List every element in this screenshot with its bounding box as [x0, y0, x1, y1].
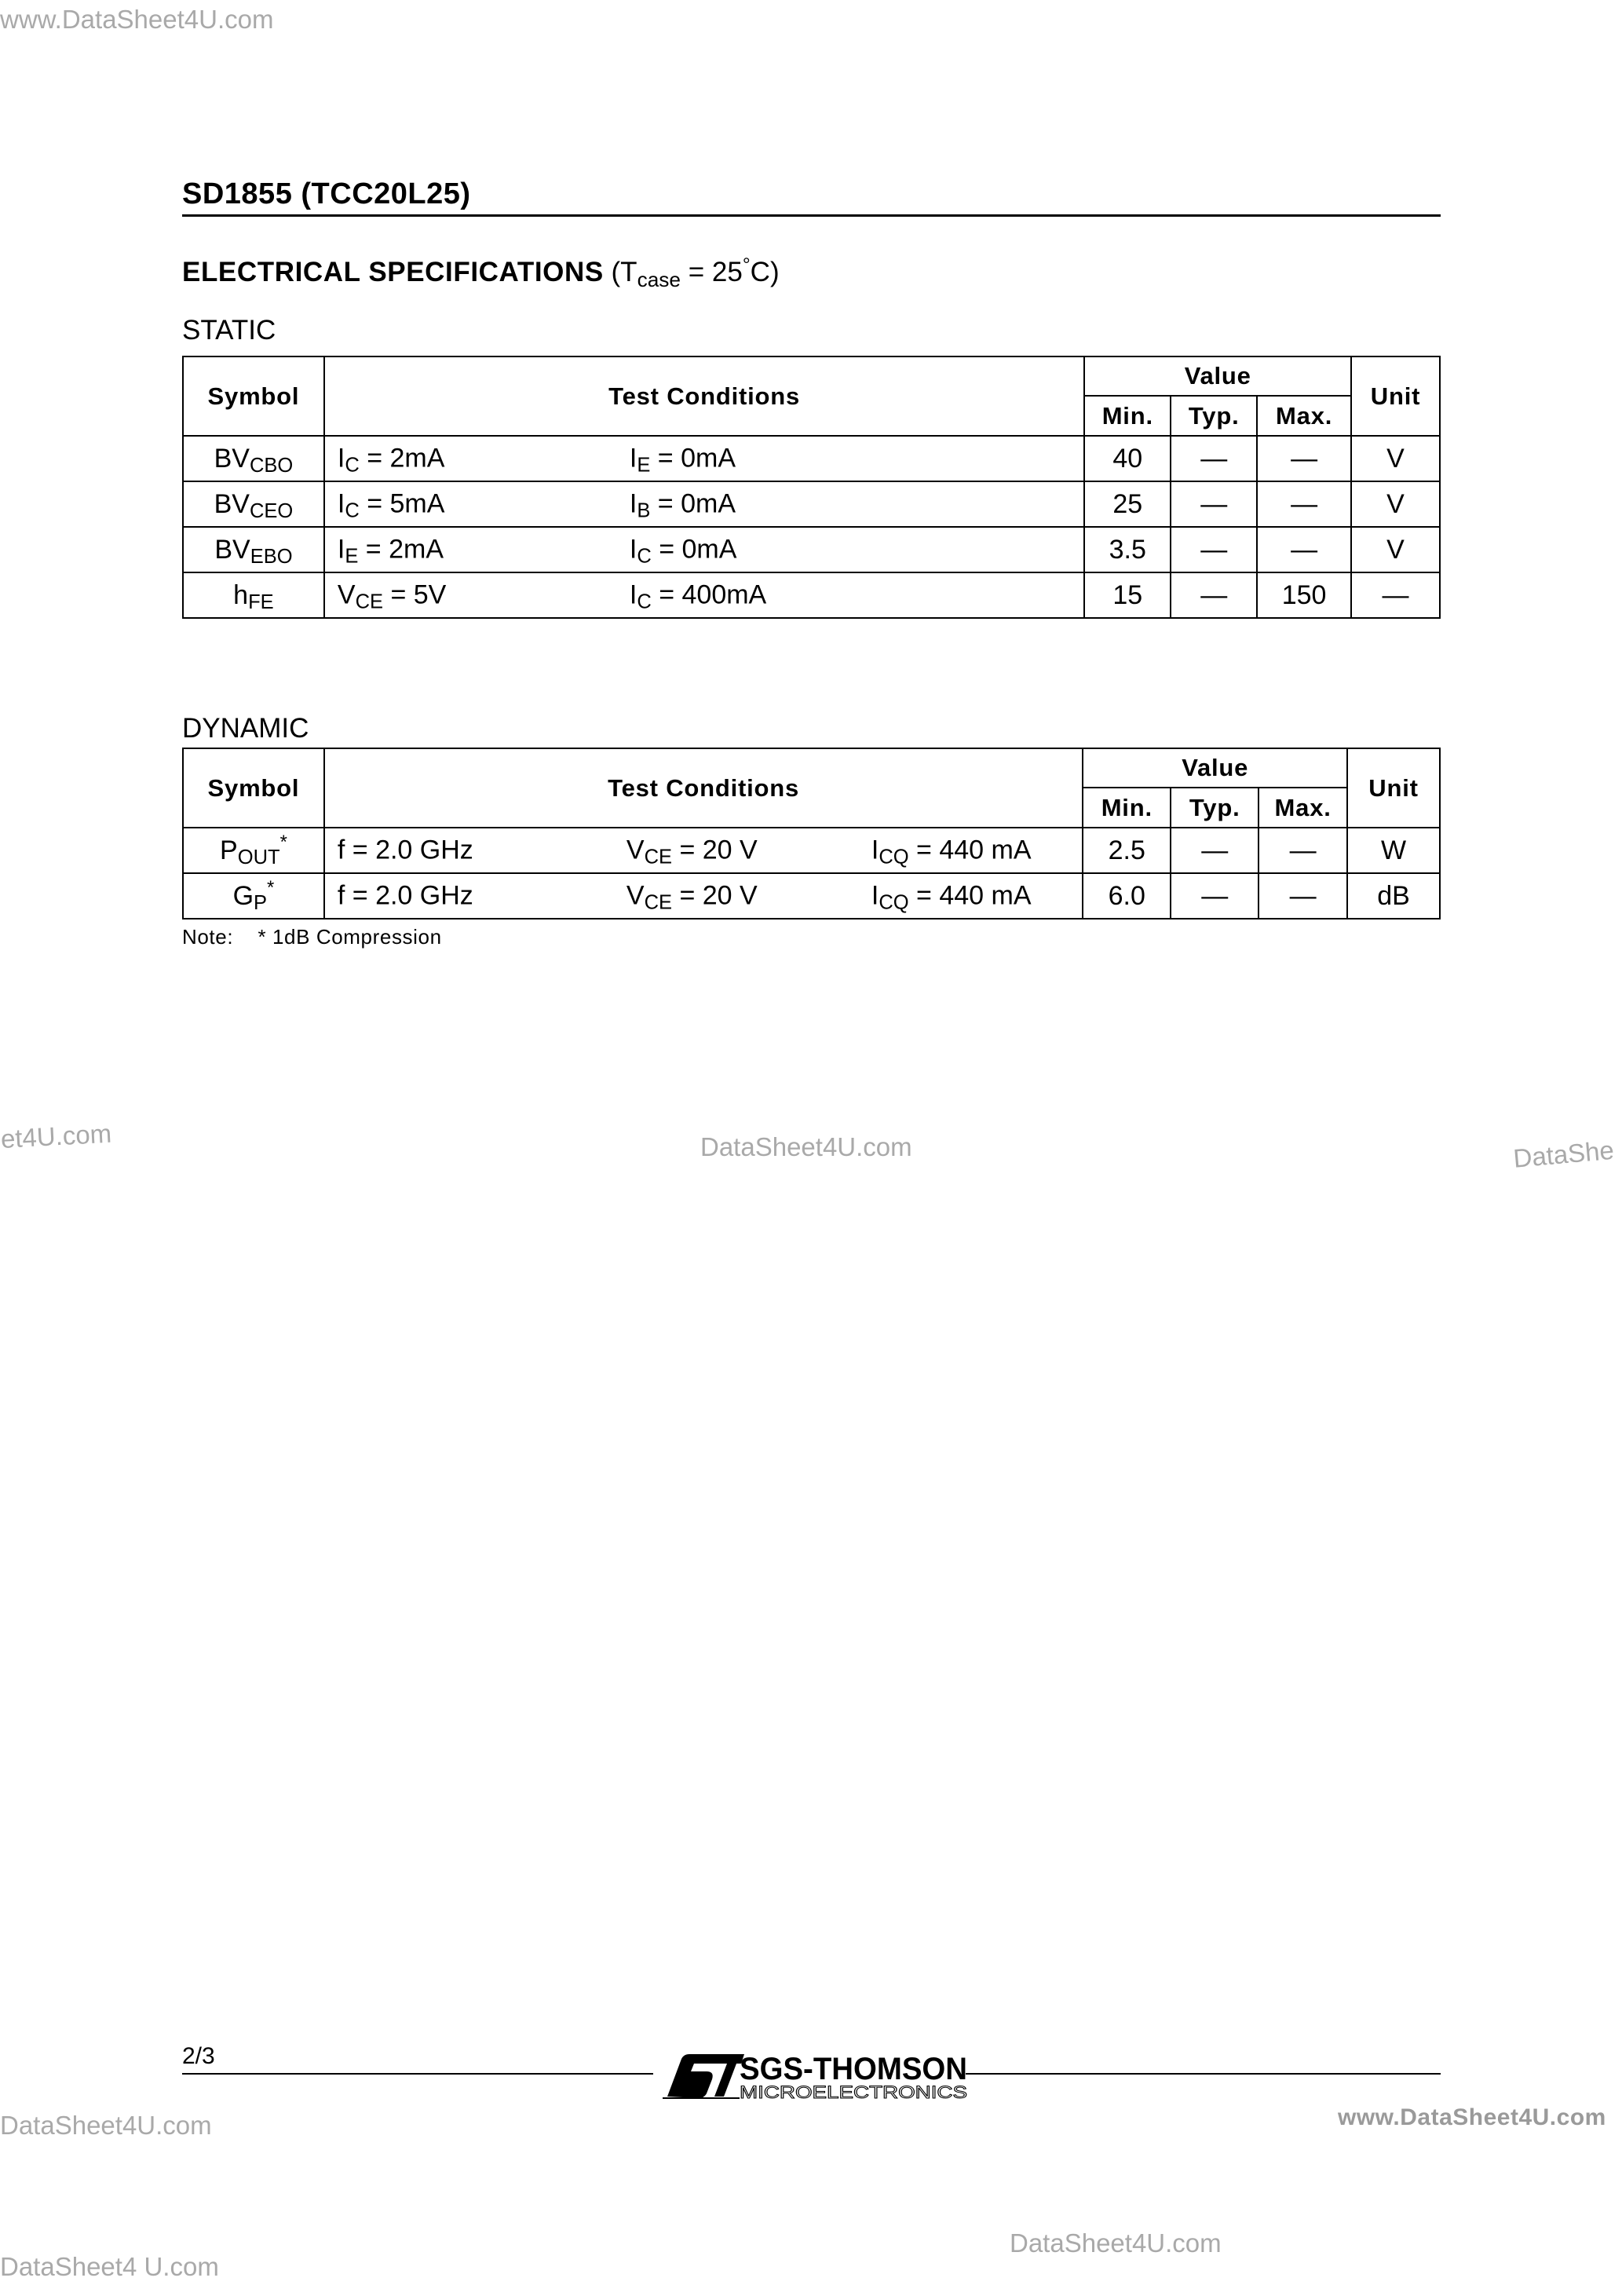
logo-brand: SGS-THOMSON: [740, 2052, 967, 2086]
unit-cell: V: [1351, 481, 1440, 527]
unit-cell: W: [1347, 828, 1440, 873]
condition-1: f = 2.0 GHz: [337, 880, 473, 911]
watermark-bottom-left: DataSheet4U.com: [0, 2111, 212, 2140]
test-conditions-cell: [324, 436, 1084, 481]
table-row: [183, 527, 1440, 572]
typ-cell: —: [1171, 572, 1257, 618]
header-max: Max.: [1257, 396, 1351, 436]
condition-2: IC = 400mA: [629, 579, 767, 613]
test-conditions-cell: [324, 873, 1083, 919]
typ-cell: —: [1171, 436, 1257, 481]
condition-2: VCE = 20 V: [626, 880, 758, 914]
header-typ: Typ.: [1171, 788, 1259, 828]
dynamic-spec-table: [182, 748, 1441, 919]
header-typ: Typ.: [1171, 396, 1257, 436]
page-number: 2/3: [182, 2043, 215, 2069]
max-cell: —: [1259, 873, 1347, 919]
min-cell: 2.5: [1083, 828, 1171, 873]
table-row: [183, 481, 1440, 527]
case-condition: (Tcase = 25°C): [611, 254, 780, 291]
typ-cell: —: [1171, 828, 1259, 873]
max-cell: —: [1259, 828, 1347, 873]
condition-3: ICQ = 440 mA: [871, 880, 1032, 914]
static-spec-table: [182, 356, 1441, 619]
min-cell: 25: [1084, 481, 1171, 527]
header-test-conditions: Test Conditions: [324, 748, 1083, 828]
watermark-right: DataShe: [1512, 1135, 1616, 1173]
unit-cell: V: [1351, 527, 1440, 572]
min-cell: 15: [1084, 572, 1171, 618]
test-conditions-cell: [324, 828, 1083, 873]
condition-2: IC = 0mA: [629, 534, 737, 568]
unit-cell: —: [1351, 572, 1440, 618]
symbol-cell: GP*: [183, 873, 324, 919]
note: Note: * 1dB Compression: [182, 925, 442, 949]
header-max: Max.: [1259, 788, 1347, 828]
max-cell: 150: [1257, 572, 1351, 618]
logo-subtitle: MICROELECTRONICS: [740, 2082, 967, 2102]
header-unit: Unit: [1347, 748, 1440, 828]
condition-3: ICQ = 440 mA: [871, 835, 1032, 868]
condition-1: IC = 2mA: [337, 443, 445, 477]
typ-cell: —: [1171, 481, 1257, 527]
condition-1: f = 2.0 GHz: [337, 835, 473, 865]
condition-1: IC = 5mA: [337, 488, 445, 522]
document-title: SD1855 (TCC20L25): [182, 177, 471, 210]
section-heading: [182, 254, 780, 291]
dynamic-label: DYNAMIC: [182, 713, 309, 744]
title-rule: [182, 214, 1441, 217]
header-value: Value: [1083, 748, 1347, 788]
min-cell: 6.0: [1083, 873, 1171, 919]
table-row: [183, 828, 1440, 873]
watermark-top-left[interactable]: www.DataSheet4U.com: [0, 5, 274, 34]
table-row: [183, 436, 1440, 481]
header-symbol: Symbol: [183, 748, 324, 828]
header-symbol: Symbol: [183, 356, 324, 436]
max-cell: —: [1257, 481, 1351, 527]
test-conditions-cell: [324, 572, 1084, 618]
typ-cell: —: [1171, 527, 1257, 572]
footer-rule-right: [966, 2073, 1441, 2075]
symbol-cell: BVEBO: [183, 527, 324, 572]
st-logo-mark: [658, 2048, 972, 2103]
condition-2: IB = 0mA: [629, 488, 736, 522]
header-unit: Unit: [1351, 356, 1440, 436]
header-test-conditions: Test Conditions: [324, 356, 1084, 436]
max-cell: —: [1257, 436, 1351, 481]
watermark-bottom-right[interactable]: www.DataSheet4U.com: [1338, 2104, 1606, 2130]
table-row: [183, 572, 1440, 618]
header-min: Min.: [1084, 396, 1171, 436]
typ-cell: —: [1171, 873, 1259, 919]
watermark-bottom-center: DataSheet4U.com: [1010, 2228, 1222, 2258]
condition-2: IE = 0mA: [629, 443, 736, 477]
unit-cell: dB: [1347, 873, 1440, 919]
symbol-cell: POUT*: [183, 828, 324, 873]
footer-rule-left: [182, 2073, 653, 2075]
min-cell: 3.5: [1084, 527, 1171, 572]
test-conditions-cell: [324, 481, 1084, 527]
section-title: ELECTRICAL SPECIFICATIONS: [182, 257, 604, 287]
watermark-center: DataSheet4U.com: [700, 1132, 912, 1161]
symbol-cell: BVCEO: [183, 481, 324, 527]
sgs-thomson-logo: [658, 2048, 972, 2103]
min-cell: 40: [1084, 436, 1171, 481]
static-label: STATIC: [182, 315, 276, 345]
condition-1: IE = 2mA: [337, 534, 444, 568]
unit-cell: V: [1351, 436, 1440, 481]
max-cell: —: [1257, 527, 1351, 572]
header-min: Min.: [1083, 788, 1171, 828]
condition-2: VCE = 20 V: [626, 835, 758, 868]
table-row: [183, 873, 1440, 919]
watermark-bottom-left-2: DataSheet4 U.com: [0, 2252, 219, 2281]
header-value: Value: [1084, 356, 1351, 396]
test-conditions-cell: [324, 527, 1084, 572]
symbol-cell: BVCBO: [183, 436, 324, 481]
condition-1: VCE = 5V: [337, 579, 447, 613]
symbol-cell: hFE: [183, 572, 324, 618]
watermark-left: et4U.com: [0, 1118, 112, 1153]
